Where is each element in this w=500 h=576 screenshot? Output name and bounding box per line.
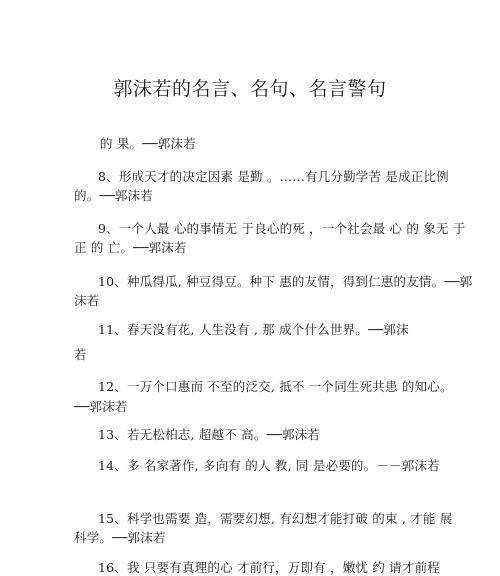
quote-line: 13、若无松柏志, 超越不 高。──郭沫若 (98, 427, 321, 442)
quote-line: 16、我 只要有真理的心 才前行，万即有 ，嫩忧 约 请才前程 (98, 560, 440, 575)
quote-line: 沫若 (74, 293, 100, 308)
quote-line: 若 (74, 347, 87, 362)
quote-line: 的。──郭沫若 (74, 188, 153, 203)
quote-line: 科学。──郭沫若 (74, 530, 166, 545)
quote-line: 10、种瓜得瓜, 种豆得豆。种下 惠的友情，得到仁惠的友情。──郭 (98, 274, 473, 289)
quote-line: ──郭沫若 (74, 399, 128, 414)
quote-line: 8、形成天才的决定因素 是勤 。……有几分勤学苦 是成正比例 (98, 169, 449, 184)
quote-line: 正 的 亡。──郭沫若 (74, 240, 187, 255)
quote-line: 14、多 名家著作, 多向有 的人 教, 同 是必要的。－－郭沫若 (98, 458, 440, 473)
quote-line: 11、春天没有花, 人生没有 , 那 成个什么世界。──郭沫 (98, 322, 409, 337)
quote-line: 的 果。──郭沫若 (100, 136, 196, 151)
quote-line: 12、一万个口惠而 不至的泛交, 抵不 一个同生死共患 的知心。 (98, 379, 453, 394)
quote-line: 9、一个人最 心的事情无 于良心的死 ，一个社会最 心 的 象无 于 (98, 221, 466, 236)
quote-line: 15、科学也需要 造，需要幻想, 有幻想才能打破 的束 , 才能 展 (98, 511, 453, 526)
document-title: 郭沫若的名言、名句、名言警句 (113, 78, 387, 100)
